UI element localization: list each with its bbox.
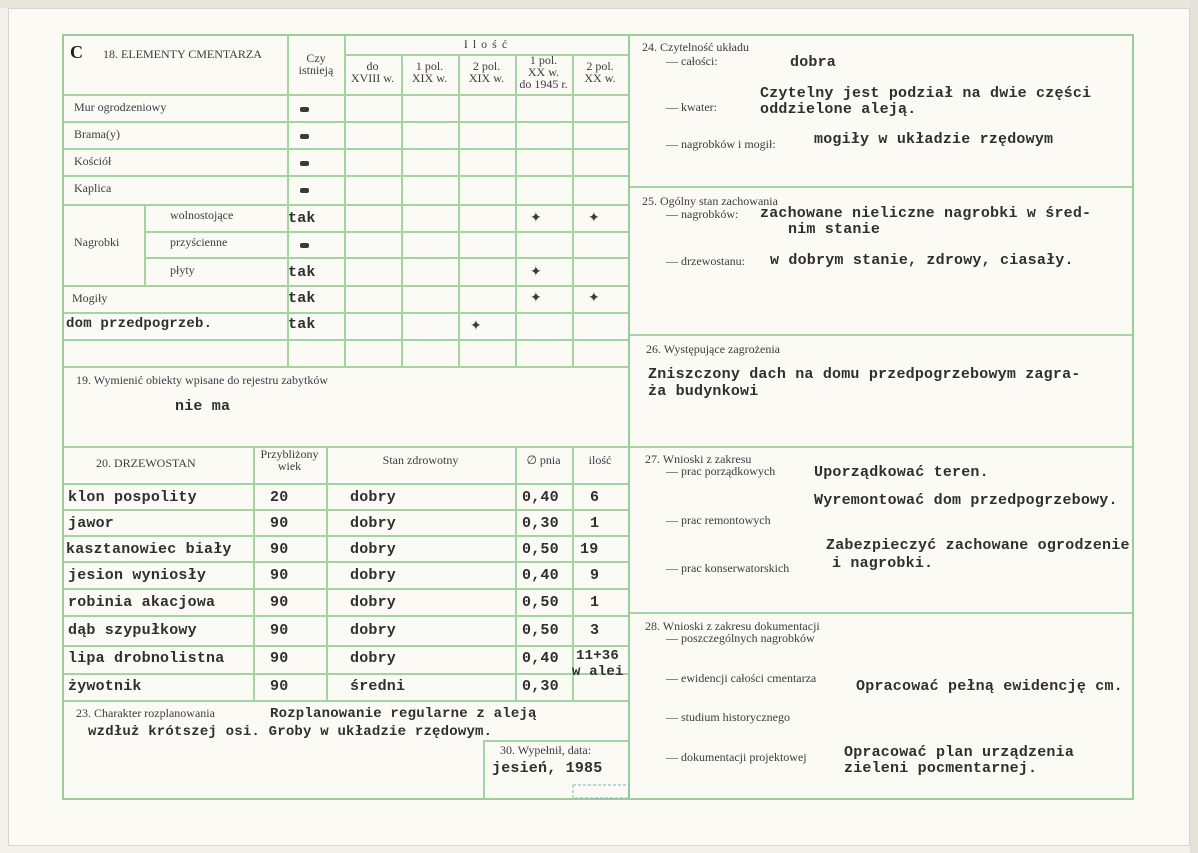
stamp-mark	[572, 784, 632, 802]
row-plyty: płyty	[170, 263, 195, 277]
s24-kwater-value-2: oddzielone aleją.	[760, 101, 917, 118]
s28-ewid-label: — ewidencji całości cmentarza	[666, 671, 817, 685]
tree-name: lipa drobnolistna	[68, 650, 225, 667]
s25-drzew-label: — drzewostanu:	[666, 254, 745, 268]
period-2-l1: 1 pol.	[415, 59, 444, 73]
tree-name: robinia akacjowa	[68, 594, 216, 611]
star-mark: ✦	[588, 290, 600, 306]
exists-plyty: tak	[288, 264, 316, 281]
tree-trunk: 0,30	[522, 515, 559, 532]
tree-count: w alei	[572, 664, 624, 680]
s26-value-2: ża budynkowi	[648, 383, 759, 400]
s25-nagrobkow-label: — nagrobków:	[666, 207, 739, 221]
s19-title: 19. Wymienić obiekty wpisane do rejestru zabytków	[76, 373, 328, 387]
s26-title: 26. Występujące zagrożenia	[646, 342, 780, 356]
row-wolnostojace: wolnostojące	[170, 208, 234, 222]
tree-count: 3	[590, 622, 600, 639]
row-mogily: Mogiły	[72, 291, 108, 305]
s28-proj-value-1: Opracować plan urządzenia	[844, 744, 1075, 761]
tree-count: 11+36	[576, 648, 620, 664]
row-brama: Brama(y)	[74, 127, 120, 141]
s20-col-health: Stan zdrowotny	[382, 453, 459, 467]
period-1-l2: XVIII w.	[350, 71, 395, 85]
s25-drzew-value: w dobrym stanie, zdrowy, ciasały.	[770, 252, 1074, 269]
s25-nagrobkow-value-2: nim stanie	[788, 221, 881, 238]
s27-porz-label: — prac porządkowych	[666, 464, 776, 478]
period-3-l1: 2 pol.	[472, 59, 501, 73]
tree-age: 20	[270, 489, 289, 506]
dash-mark	[300, 161, 309, 166]
tree-age: 90	[270, 567, 289, 584]
s18-col-exists-2: istnieją	[298, 63, 334, 77]
s18-title: 18. ELEMENTY CMENTARZA	[103, 47, 262, 61]
dash-mark	[300, 188, 309, 193]
period-4-l3: do 1945 r.	[519, 77, 568, 91]
row-kosciol: Kościół	[74, 154, 112, 168]
s24-nagrobkow-label: — nagrobków i mogił:	[666, 137, 776, 151]
tree-trunk: 0,50	[522, 594, 559, 611]
tree-health: dobry	[350, 541, 397, 558]
tree-trunk: 0,50	[522, 541, 559, 558]
tree-health: dobry	[350, 489, 397, 506]
star-mark: ✦	[530, 210, 542, 226]
tree-health: średni	[350, 678, 406, 695]
tree-count: 1	[590, 594, 600, 611]
period-4-l2: XX w.	[527, 65, 560, 79]
s20-col-age-2: wiek	[277, 459, 302, 473]
tree-health: dobry	[350, 650, 397, 667]
star-mark: ✦	[530, 290, 542, 306]
s28-proj-value-2: zieleni pocmentarnej.	[844, 760, 1038, 777]
s30-title: 30. Wypełnił, data:	[500, 743, 592, 757]
tree-name: kasztanowiec biały	[66, 541, 232, 558]
tree-trunk: 0,40	[522, 489, 559, 506]
s24-title: 24. Czytelność układu	[642, 40, 749, 54]
s18-col-exists-1: Czy	[306, 51, 326, 65]
period-5-l1: 2 pol.	[586, 59, 614, 73]
tree-health: dobry	[350, 567, 397, 584]
exists-mogily: tak	[288, 290, 316, 307]
s27-porz-value-2: Wyremontować dom przedpogrzebowy.	[814, 492, 1118, 509]
scan-right-edge	[1190, 0, 1198, 853]
s28-title: 28. Wnioski z zakresu dokumentacji	[645, 619, 820, 633]
s27-title: 27. Wnioski z zakresu	[645, 452, 752, 466]
row-przyscienne: przyścienne	[170, 235, 228, 249]
tree-health: dobry	[350, 515, 397, 532]
s28-posz-label: — poszczególnych nagrobków	[666, 631, 815, 645]
tree-count: 19	[580, 541, 599, 558]
s19-value: nie ma	[175, 398, 231, 415]
s27-kons-label: — prac konserwatorskich	[666, 561, 790, 575]
s26-value-1: Zniszczony dach na domu przedpogrzebowym zagra-	[648, 366, 1081, 383]
star-mark: ✦	[470, 318, 482, 334]
tree-age: 90	[270, 541, 289, 558]
s24-kwater-value-1: Czytelny jest podział na dwie części	[760, 85, 1092, 102]
s20-col-age-1: Przybliżony	[260, 447, 319, 461]
exists-dom: tak	[288, 316, 316, 333]
s23-value-1: Rozplanowanie regularne z aleją	[270, 706, 537, 722]
tree-health: dobry	[350, 594, 397, 611]
s28-proj-label: — dokumentacji projektowej	[666, 750, 807, 764]
s23-value-2: wzdłuż krótszej osi. Groby w układzie rzędowym.	[88, 724, 493, 740]
tree-name: jawor	[68, 515, 115, 532]
s27-rem-label: — prac remontowych	[666, 513, 771, 527]
tree-trunk: 0,40	[522, 567, 559, 584]
s25-title: 25. Ogólny stan zachowania	[642, 194, 778, 208]
tree-age: 90	[270, 650, 289, 667]
period-1-l1: do	[366, 59, 379, 73]
s28-ewid-value: Opracować pełną ewidencję cm.	[856, 678, 1123, 695]
s24-calosci-value: dobra	[790, 54, 837, 71]
row-mur: Mur ogrodzeniowy	[74, 100, 167, 114]
star-mark: ✦	[530, 264, 542, 280]
s30-value: jesień, 1985	[492, 760, 603, 777]
period-3-l2: XIX w.	[468, 71, 505, 85]
s25-nagrobkow-value-1: zachowane nieliczne nagrobki w śred-	[760, 205, 1092, 222]
tree-age: 90	[270, 515, 289, 532]
tree-name: jesion wyniosły	[68, 567, 207, 584]
s20-col-count: ilość	[588, 453, 612, 467]
tree-health: dobry	[350, 622, 397, 639]
row-nagrobki: Nagrobki	[74, 235, 120, 249]
row-kaplica: Kaplica	[74, 181, 112, 195]
section-letter: C	[70, 42, 83, 62]
tree-age: 90	[270, 594, 289, 611]
period-5-l2: XX w.	[584, 71, 616, 85]
dash-mark	[300, 243, 309, 248]
s27-kons-value-1: Zabezpieczyć zachowane ogrodzenie	[826, 537, 1130, 554]
tree-age: 90	[270, 678, 289, 695]
tree-trunk: 0,50	[522, 622, 559, 639]
s27-kons-value-2: i nagrobki.	[832, 555, 934, 572]
tree-name: dąb szypułkowy	[68, 622, 197, 639]
s27-porz-value-1: Uporządkować teren.	[814, 464, 989, 481]
s24-kwater-label: — kwater:	[666, 100, 717, 114]
tree-trunk: 0,30	[522, 678, 559, 695]
s20-col-trunk: ∅ pnia	[526, 453, 561, 467]
dash-mark	[300, 134, 309, 139]
dash-mark	[300, 107, 309, 112]
tree-trunk: 0,40	[522, 650, 559, 667]
tree-count: 6	[590, 489, 600, 506]
s23-title: 23. Charakter rozplanowania	[76, 706, 215, 720]
s28-stud-label: — studium historycznego	[666, 710, 790, 724]
s24-nagrobkow-value: mogiły w układzie rzędowym	[814, 131, 1054, 148]
s18-ilosc: I l o ś ć	[463, 37, 509, 51]
tree-count: 9	[590, 567, 600, 584]
scan-top-edge	[0, 0, 1198, 8]
tree-age: 90	[270, 622, 289, 639]
tree-name: klon pospolity	[68, 489, 197, 506]
star-mark: ✦	[588, 210, 600, 226]
tree-count: 1	[590, 515, 600, 532]
tree-name: żywotnik	[68, 678, 142, 695]
row-dom-przedpogrzebowy: dom przedpogrzeb.	[66, 316, 213, 332]
period-2-l2: XIX w.	[411, 71, 448, 85]
s20-title: 20. DRZEWOSTAN	[96, 456, 196, 470]
period-4-l1: 1 pol.	[529, 53, 558, 67]
s24-calosci-label: — całości:	[666, 54, 718, 68]
exists-wolnostojace: tak	[288, 210, 316, 227]
